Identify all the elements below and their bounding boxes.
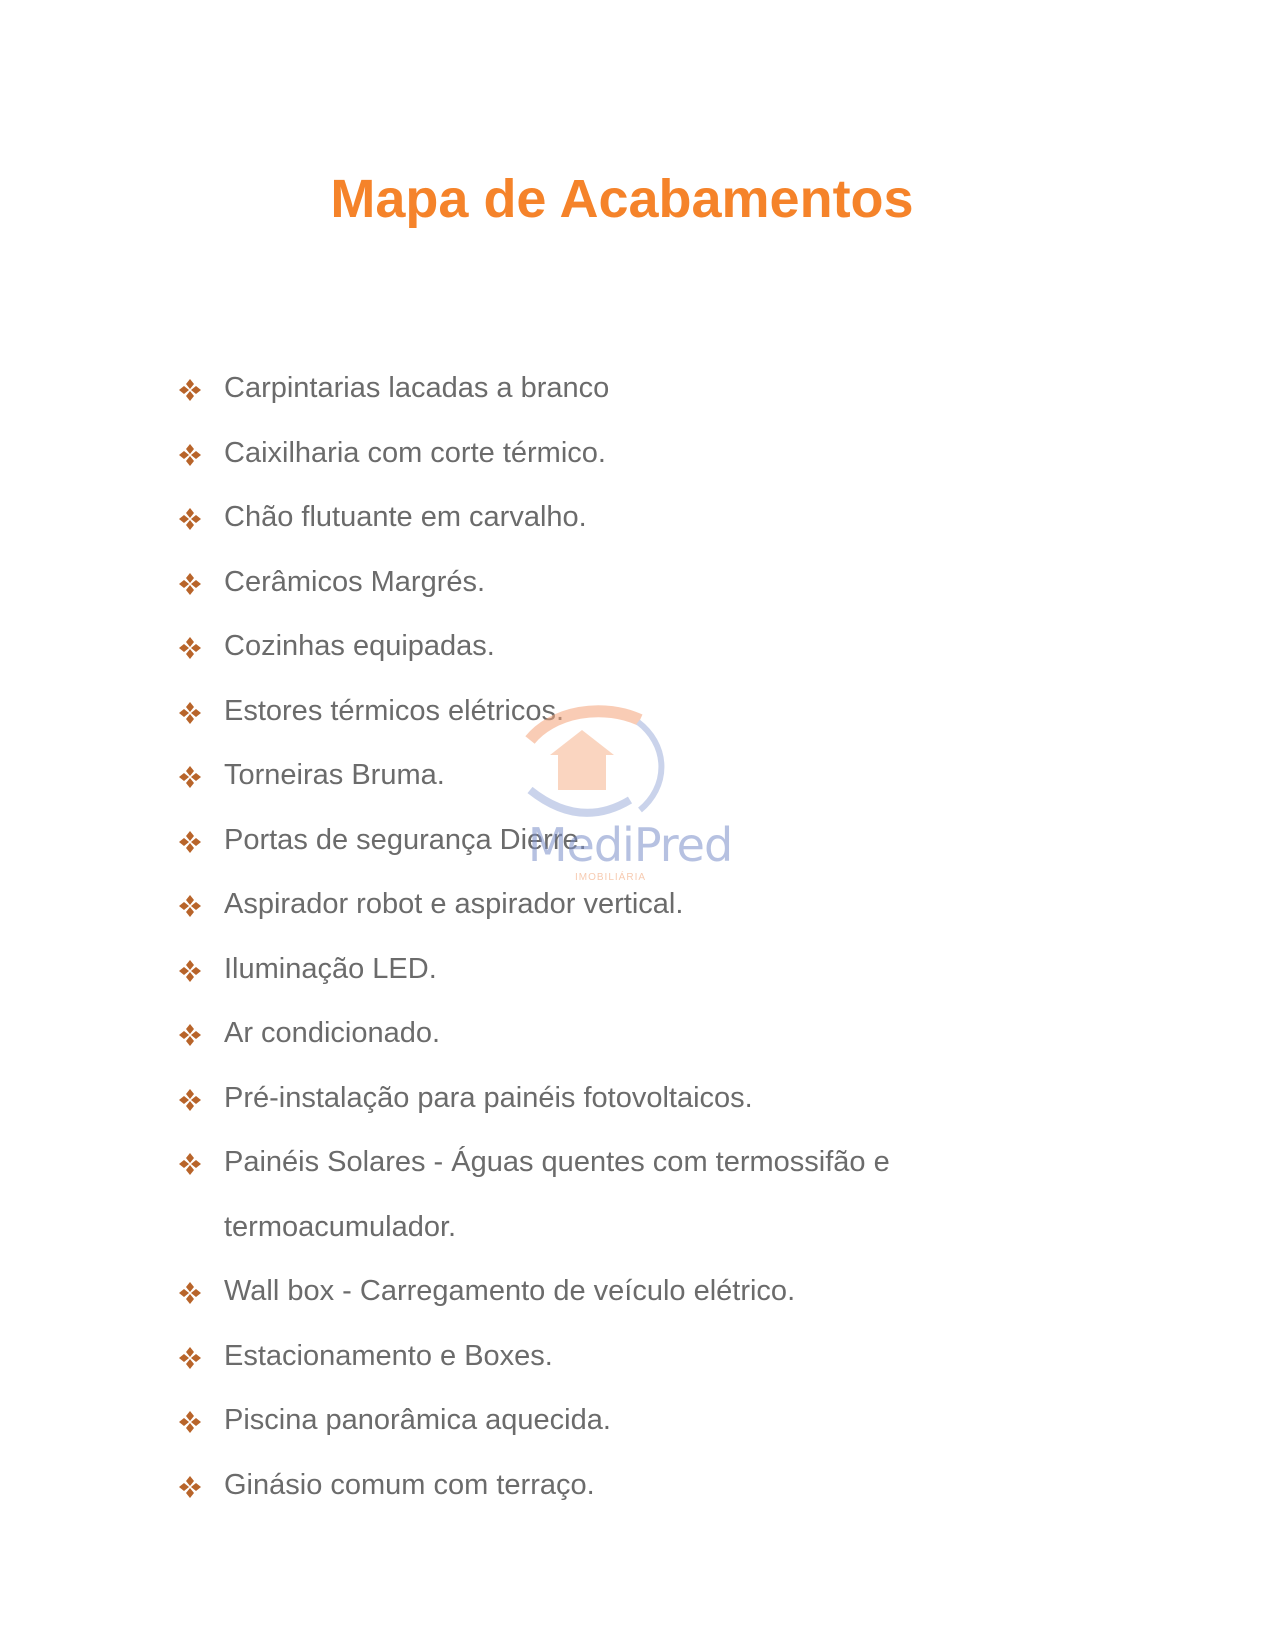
watermark-sub: IMOBILIÁRIA <box>575 872 647 883</box>
list-item <box>178 1388 964 1453</box>
page-title: Mapa de Acabamentos <box>330 169 914 229</box>
list-item <box>178 1324 964 1389</box>
four-diamond-bullet-icon <box>178 701 202 725</box>
list-item <box>178 808 964 873</box>
four-diamond-bullet-icon <box>178 1281 202 1305</box>
list-item <box>178 679 964 744</box>
four-diamond-bullet-icon <box>178 765 202 789</box>
list-item-text: Estacionamento e Boxes. <box>224 1339 553 1372</box>
list-item <box>178 937 964 1002</box>
finishes-list <box>178 356 964 1517</box>
four-diamond-bullet-icon <box>178 894 202 918</box>
four-diamond-bullet-icon <box>178 830 202 854</box>
four-diamond-bullet-icon <box>178 1088 202 1112</box>
list-item-text: Wall box - Carregamento de veículo elétrico. <box>224 1275 796 1307</box>
list-item-text: Cerâmicos Margrés. <box>224 565 486 598</box>
list-item <box>178 1066 964 1131</box>
four-diamond-bullet-icon <box>178 572 202 596</box>
four-diamond-bullet-icon <box>178 1475 202 1499</box>
list-item-text: Caixilharia com corte térmico. <box>224 436 606 469</box>
list-item <box>178 872 964 937</box>
list-item-text: Painéis Solares - Águas quentes com termossifão e termoacumulador. <box>224 1146 890 1243</box>
list-item-text: Ginásio comum com terraço. <box>224 1468 595 1501</box>
four-diamond-bullet-icon <box>178 636 202 660</box>
list-item <box>178 356 964 421</box>
list-item <box>178 1130 964 1259</box>
list-item-text: Chão flutuante em carvalho. <box>224 501 587 533</box>
four-diamond-bullet-icon <box>178 1346 202 1370</box>
list-item-text: Portas de segurança Dierre. <box>224 823 587 856</box>
four-diamond-bullet-icon <box>178 443 202 467</box>
list-item-text: Torneiras Bruma. <box>224 759 445 791</box>
list-item-text: Cozinhas equipadas. <box>224 630 495 662</box>
list-item-text: Carpintarias lacadas a branco <box>224 372 610 404</box>
list-item-text: Pré-instalação para painéis fotovoltaicos. <box>224 1081 753 1114</box>
list-item <box>178 485 964 550</box>
four-diamond-bullet-icon <box>178 1410 202 1434</box>
list-item <box>178 550 964 615</box>
four-diamond-bullet-icon <box>178 959 202 983</box>
list-item-text: Ar condicionado. <box>224 1017 441 1049</box>
list-item-text: Piscina panorâmica aquecida. <box>224 1404 611 1436</box>
list-item <box>178 421 964 486</box>
list-item-text: Estores térmicos elétricos. <box>224 694 565 727</box>
four-diamond-bullet-icon <box>178 378 202 402</box>
list-item <box>178 1259 964 1324</box>
list-item <box>178 614 964 679</box>
list-item-text: Aspirador robot e aspirador vertical. <box>224 888 684 920</box>
four-diamond-bullet-icon <box>178 1152 202 1176</box>
four-diamond-bullet-icon <box>178 1023 202 1047</box>
list-item-text: Iluminação LED. <box>224 952 437 985</box>
list-item <box>178 1453 964 1518</box>
list-item <box>178 743 964 808</box>
watermark-brand: MediPred <box>527 818 733 872</box>
list-item <box>178 1001 964 1066</box>
four-diamond-bullet-icon <box>178 507 202 531</box>
